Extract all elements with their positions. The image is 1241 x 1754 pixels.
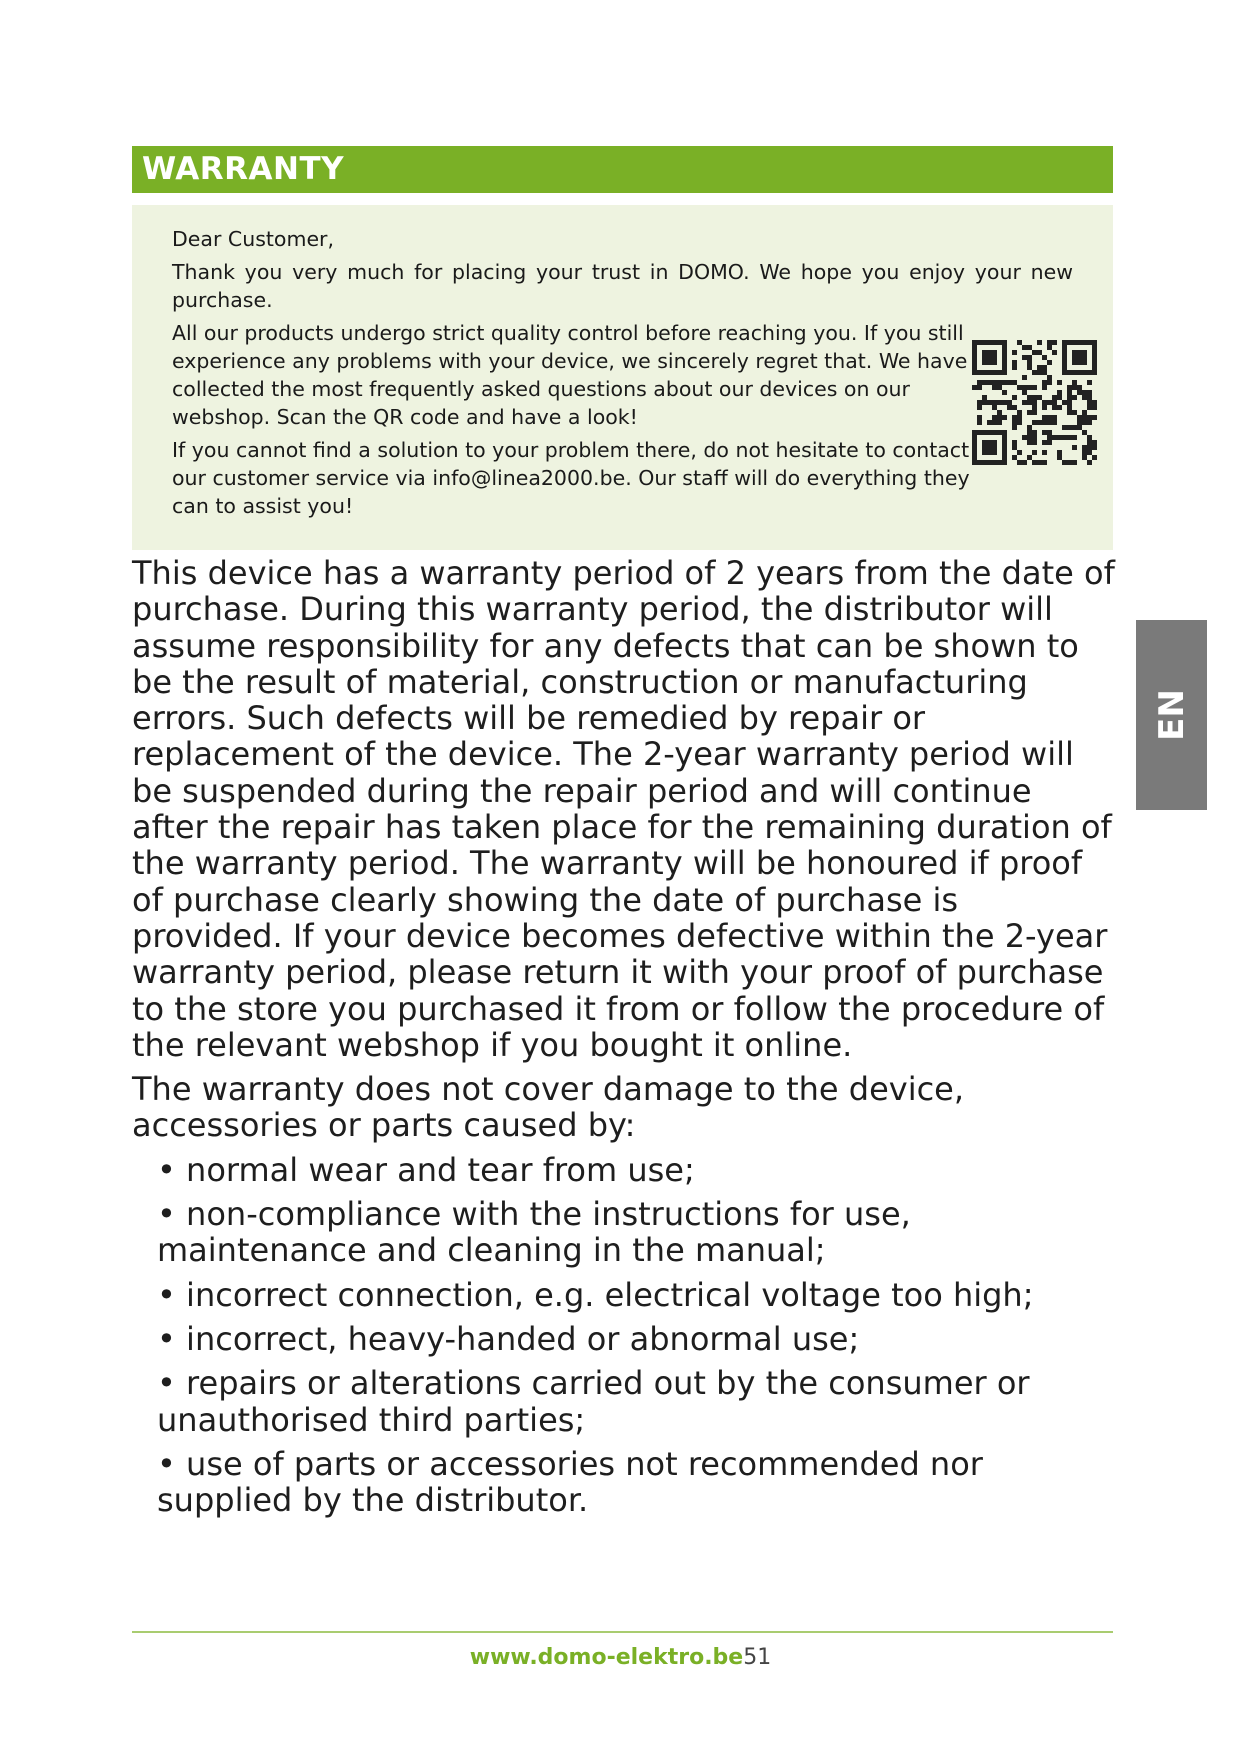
qr-code-icon[interactable] — [972, 340, 1097, 465]
list-item: • normal wear and tear from use; — [157, 1150, 695, 1189]
greeting: Dear Customer, — [172, 227, 334, 251]
exclusions-intro: The warranty does not cover damage to the device, accessories or parts caused by: — [132, 1070, 965, 1145]
thanks-paragraph: Thank you very much for placing your trust in DOMO. We hope you enjoy your new purchase. — [172, 260, 1073, 312]
list-item: • use of parts or accessories not recommended nor supplied by the distributor. — [157, 1444, 983, 1520]
footer-website: www.domo-elektro.be — [469, 1645, 744, 1670]
contact-paragraph: If you cannot find a solution to your problem there, do not hesitate to contact our customer service via info@linea2000.be. Our staff will do everything they can to assist you! — [172, 438, 970, 518]
page-number: 51 — [743, 1645, 772, 1670]
exclusions-list — [132, 1152, 1117, 1519]
list-item: • non-compliance with the instructions for use, maintenance and cleaning in the manual; — [157, 1195, 911, 1270]
intro-box — [132, 205, 1113, 550]
list-item: • repairs or alterations carried out by the consumer or unauthorised third parties; — [157, 1364, 1030, 1439]
footer — [0, 1645, 1241, 1670]
list-item: • incorrect connection, e.g. electrical voltage too high; — [157, 1275, 1034, 1314]
language-tab — [1136, 620, 1207, 810]
list-item: • incorrect, heavy-handed or abnormal use; — [157, 1319, 860, 1358]
language-tab-label: EN — [1151, 689, 1192, 741]
warranty-period-paragraph: This device has a warranty period of 2 years from the date of purchase. During this warranty period, the distributor will assume responsibility for any defects that can be shown to be the result of material, construction or manufacturing errors. Such defects will be remedied by repair or replacement of the device. The 2-year warranty period will be suspended during the repair period and will continue after the repair has taken place for the remaining duration of the warranty period. The warranty will be honoured if proof of purchase clearly showing the date of purchase is provided. If your device becomes defective within the 2-year warranty period, please return it with your proof of purchase to the store you purchased it from or follow the procedure of the relevant webshop if you bought it online. — [132, 554, 1115, 1064]
warranty-body — [132, 555, 1117, 1526]
section-title: WARRANTY — [132, 146, 1113, 193]
quality-paragraph: All our products undergo strict quality control before reaching you. If you still experience any problems with your device, we sincerely regret that. We have collected the most frequently asked questions about our devices on our webshop. Scan the QR code and have a look! — [172, 321, 968, 429]
footer-divider — [132, 1631, 1113, 1633]
